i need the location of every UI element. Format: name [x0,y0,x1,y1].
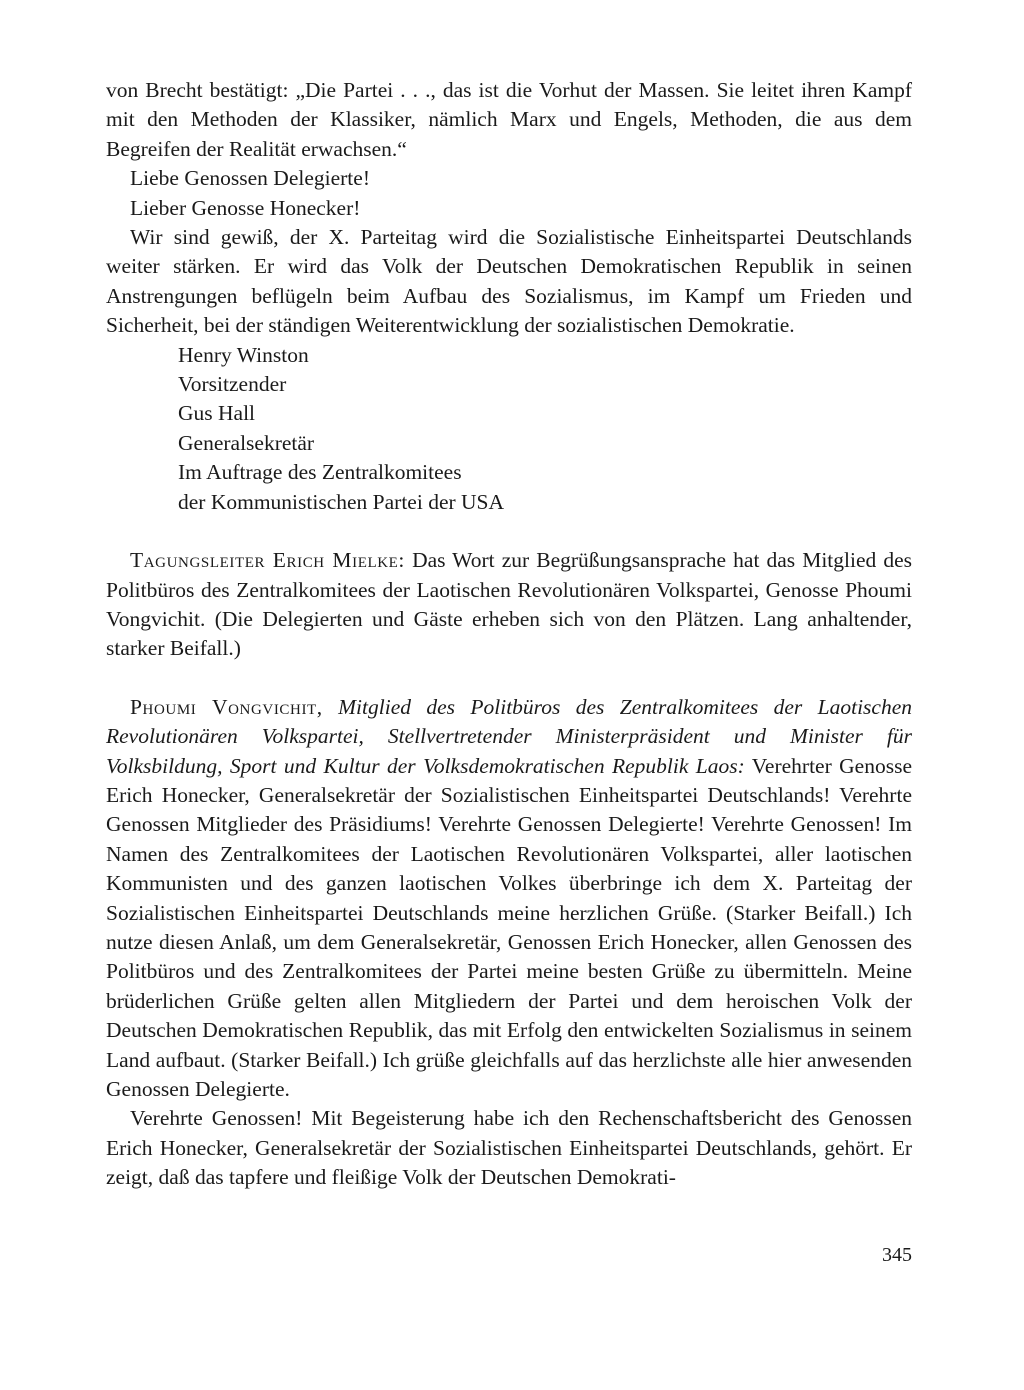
greeting-honecker: Lieber Genosse Honecker! [130,195,361,220]
page-number: 345 [882,1244,912,1266]
signature-line: Im Auftrage des Zentralkomitees [178,460,462,485]
signature-line: Gus Hall [178,401,256,426]
chair-speaker-name: Tagungsleiter Erich Mielke: [130,548,405,573]
speaker-name: Phoumi Vongvichit, [130,694,323,719]
paragraph-brecht-quote: von Brecht bestätigt: „Die Partei . . ., das ist die Vorhut der Massen. Sie leitet ihren Kampf mit den Methoden der Klassiker, nämlich Marx und Engels, Methoden, die aus dem Begreifen der Realität erwachsen.“ [106,78,912,161]
paragraph-rechenschaftsbericht: Verehrte Genossen! Mit Begeisterung habe ich den Rechenschaftsbericht des Genossen Erich Honecker, Generalsekretär der Sozialistischen Einheitspartei Deutschlands, gehört. Er zeigt, daß das tapfere und fleißige Volk der Deutschen Demokrati- [106,1106,912,1190]
chair-text: Das Wort zur Begrüßungsansprache hat das Mitglied des Politbüros des Zentralkomitees der Laotischen Revolutionären Volkspartei, Genosse Phoumi Vongvichit. (Die Delegierten und Gäste erheben sich von den Plätzen. Lang anhaltender, starker Beifall.) [106,548,912,661]
spacer [106,517,912,546]
signature-block [106,341,912,517]
greeting-delegates: Liebe Genossen Delegierte! [130,166,370,191]
signature-line: Henry Winston [178,342,309,367]
signature-line: der Kommunistischen Partei der USA [178,489,505,514]
paragraph-chair-announcement [106,546,912,664]
page-body [106,76,912,1193]
paragraph-parteitag: Wir sind gewiß, der X. Parteitag wird die Sozialistische Einheitspartei Deutschlands weiter stärken. Er wird das Volk der Deutschen Demokratischen Republik in seinen Anstrengungen beflügeln beim Aufbau des Sozialismus, im Kampf um Frieden und Sicherheit, bei der ständigen Weiterentwicklung der sozialistischen Demokratie. [106,225,912,338]
speech-text: Verehrter Genosse Erich Honecker, Generalsekretär der Sozialistischen Einheitspartei Deutschlands! Verehrte Genossen Mitglieder des Präsidiums! Verehrte Genossen Delegierte! Verehrte Genossen! Im Namen des Zentralkomitees der Laotischen Revolutionären Volkspartei, aller laotischen Kommunisten und des ganzen laotischen Volkes überbringe ich dem X. Parteitag der Sozialistischen Einheitspartei Deutschlands meine herzlichen Grüße. (Starker Beifall.) Ich nutze diesen Anlaß, um dem Generalsekretär, Genossen Erich Honecker, allen Genossen des Politbüros und des Zentralkomitees der Partei meine besten Grüße zu übermitteln. Meine brüderlichen Grüße gelten allen Mitgliedern der Partei und dem heroischen Volk der Deutschen Demokratischen Republik, das mit Erfolg den entwickelten Sozialismus in seinem Land aufbaut. (Starker Beifall.) Ich grüße gleichfalls auf das herzlichste alle hier anwesenden Genossen Delegierte. [106,753,912,1101]
paragraph-speech [106,693,912,1105]
spacer [106,664,912,693]
speaker-title: Mitglied des Politbüros des Zentralkomitees der Laotischen Revolutionären Volkspartei, Stellvertretender Ministerpräsident und Minister für Volksbildung, Sport und Kultur der Volksdemokratischen Republik Laos: [106,694,912,778]
signature-line: Generalsekretär [178,430,315,455]
signature-line: Vorsitzender [178,372,287,397]
